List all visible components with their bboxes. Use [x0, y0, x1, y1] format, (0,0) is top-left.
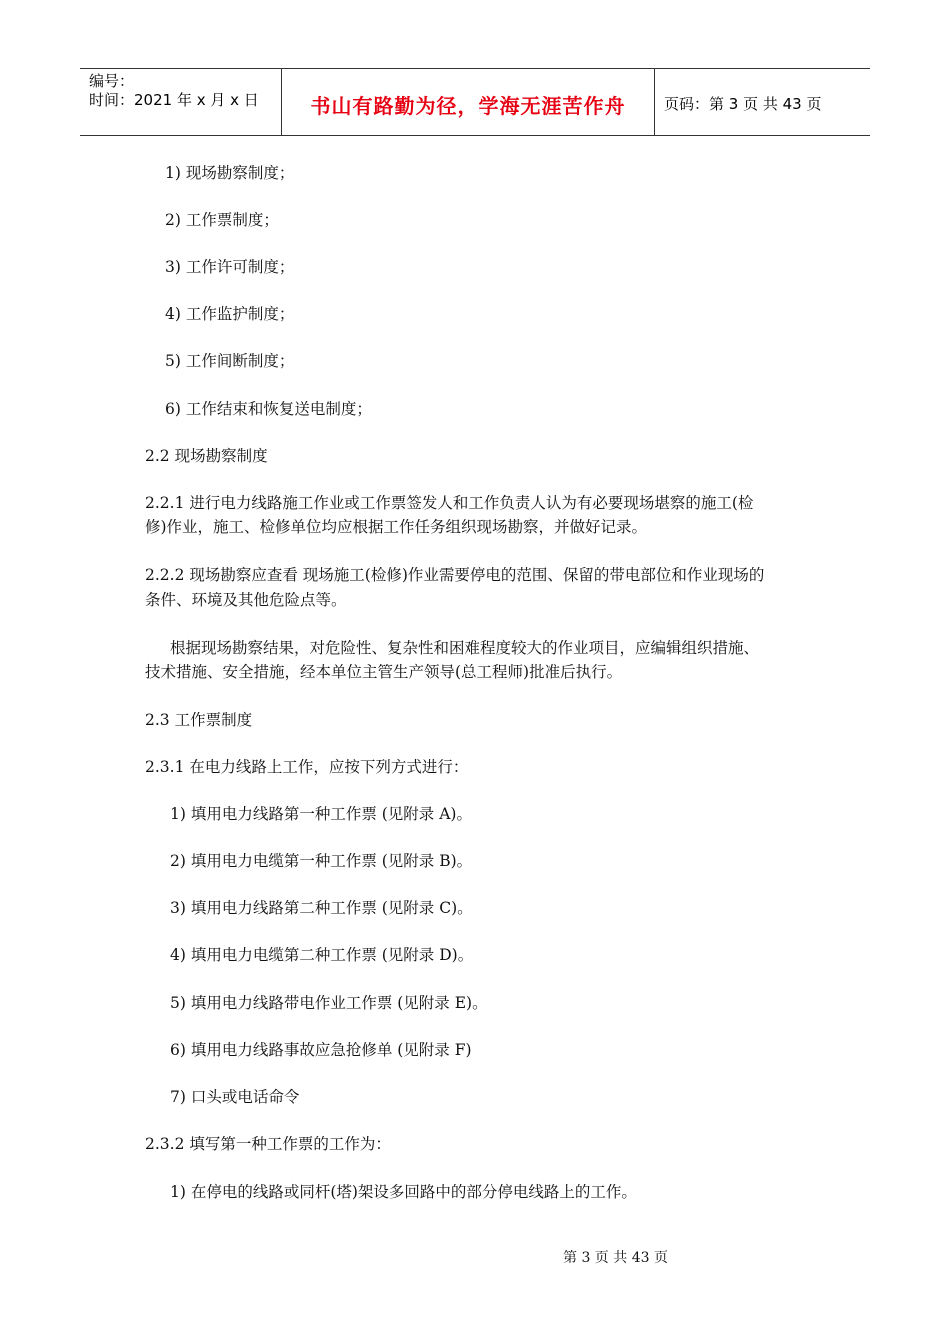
document-date-label: 时间：2021 年 x 月 x 日: [89, 91, 259, 109]
list-item: 1) 填用电力线路第一种工作票 (见附录 A)。: [170, 805, 472, 823]
paragraph-line: 2.3.2 填写第一种工作票的工作为：: [145, 1135, 391, 1153]
list-item: 1) 在停电的线路或同杆(塔)架设多回路中的部分停电线路上的工作。: [170, 1183, 637, 1201]
list-item: 3) 工作许可制度；: [165, 258, 295, 276]
list-item: 5) 填用电力线路带电作业工作票 (见附录 E)。: [170, 994, 488, 1012]
paragraph-line: 条件、环境及其他危险点等。: [145, 591, 347, 609]
paragraph-line: 根据现场勘察结果，对危险性、复杂性和困难程度较大的作业项目，应编辑组织措施、: [170, 639, 760, 657]
paragraph-line: 2.2.1 进行电力线路施工作业或工作票签发人和工作负责人认为有必要现场堪察的施工(检: [145, 494, 754, 512]
document-number-label: 编号：: [89, 72, 135, 90]
list-item: 5) 工作间断制度；: [165, 352, 295, 370]
list-item: 1) 现场勘察制度；: [165, 164, 295, 182]
paragraph-line: 修)作业，施工、检修单位均应根据工作任务组织现场勘察，并做好记录。: [145, 518, 648, 536]
list-item: 4) 工作监护制度；: [165, 305, 295, 323]
header-page-info: 页码：第 3 页 共 43 页: [664, 95, 822, 113]
list-item: 2) 填用电力电缆第一种工作票 (见附录 B)。: [170, 852, 473, 870]
list-item: 7) 口头或电话命令: [170, 1088, 300, 1106]
section-heading: 2.2 现场勘察制度: [145, 447, 268, 465]
paragraph-line: 2.2.2 现场勘察应查看 现场施工(检修)作业需要停电的范围、保留的带电部位和作业现场的: [145, 566, 765, 584]
header-meta-cell: [80, 69, 282, 135]
list-item: 2) 工作票制度；: [165, 211, 279, 229]
list-item: 6) 填用电力线路事故应急抢修单 (见附录 F): [170, 1041, 472, 1059]
paragraph-line: 技术措施、安全措施，经本单位主管生产领导(总工程师)批准后执行。: [145, 663, 623, 681]
list-item: 6) 工作结束和恢复送电制度；: [165, 400, 372, 418]
paragraph-line: 2.3.1 在电力线路上工作，应按下列方式进行：: [145, 758, 469, 776]
page-header: [80, 68, 870, 136]
list-item: 4) 填用电力电缆第二种工作票 (见附录 D)。: [170, 946, 474, 964]
section-heading: 2.3 工作票制度: [145, 711, 253, 729]
header-motto: 书山有路勤为径，学海无涯苦作舟: [282, 69, 655, 135]
list-item: 3) 填用电力线路第二种工作票 (见附录 C)。: [170, 899, 473, 917]
footer-page-number: 第 3 页 共 43 页: [563, 1250, 668, 1266]
